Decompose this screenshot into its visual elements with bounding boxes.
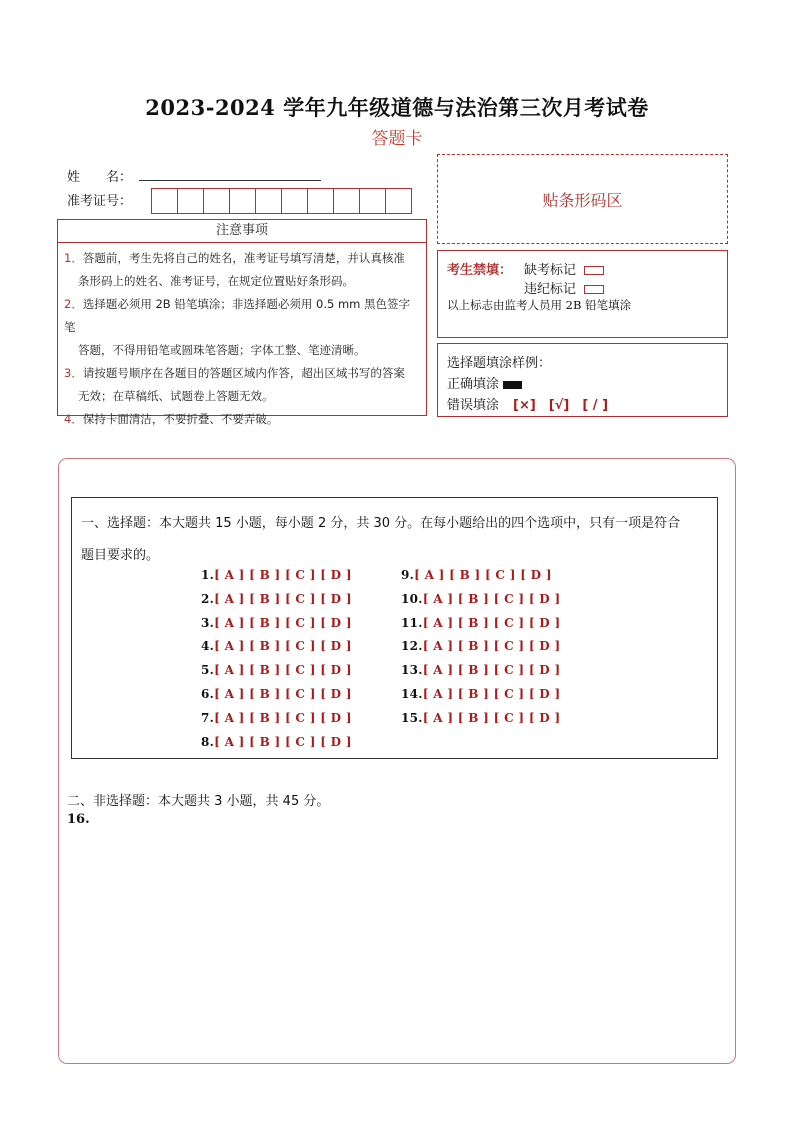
notice-item (64, 362, 420, 385)
violation-mark-box[interactable] (584, 285, 604, 294)
answer-options[interactable]: [ A ] [ B ] [ C ] [ D ] (214, 686, 352, 701)
answer-options[interactable]: [ A ] [ B ] [ C ] [ D ] (214, 615, 352, 630)
wrong-fill-marks: [×] [√] [ / ] (513, 398, 609, 413)
question-16-answer-area[interactable] (67, 836, 727, 1056)
question-number: 4. (201, 639, 215, 654)
question-number: 6. (201, 686, 215, 701)
notice-list (57, 242, 427, 426)
question-row[interactable] (201, 568, 352, 592)
answer-options[interactable]: [ A ] [ B ] [ C ] [ D ] (214, 568, 352, 582)
question-number: 5. (201, 663, 215, 678)
question-row[interactable] (401, 663, 560, 687)
notice-item (64, 408, 420, 431)
question-number: 15. (401, 710, 423, 725)
notice-number: 2． (64, 297, 83, 311)
answer-options[interactable]: [ A ] [ B ] [ C ] [ D ] (414, 568, 552, 582)
id-box[interactable] (151, 188, 178, 214)
question-row[interactable] (401, 687, 560, 711)
answer-options[interactable]: [ A ] [ B ] [ C ] [ D ] (214, 591, 352, 606)
answer-options[interactable]: [ A ] [ B ] [ C ] [ D ] (422, 591, 561, 606)
page-title: 2023-2024 学年九年级道德与法治第三次月考试卷 (145, 95, 649, 120)
exam-status-label: 考生禁填： (447, 263, 513, 278)
exam-status-note: 以上标志由监考人员用 2B 铅笔填涂 (447, 298, 632, 312)
wrong-fill-label: 错误填涂 (447, 398, 500, 413)
choice-column-left (201, 568, 352, 758)
question-row[interactable] (201, 616, 352, 640)
question-row[interactable] (401, 711, 560, 735)
barcode-area: 贴条形码区 (437, 154, 728, 244)
name-label: 姓 名： (67, 170, 133, 185)
absent-label: 缺考标记 (524, 263, 577, 278)
question-number: 11. (401, 615, 423, 630)
answer-options[interactable]: [ A ] [ B ] [ C ] [ D ] (214, 639, 352, 654)
id-box[interactable] (255, 188, 282, 214)
id-box[interactable] (307, 188, 334, 214)
id-boxes (152, 188, 412, 214)
question-row[interactable] (201, 639, 352, 663)
id-box[interactable] (359, 188, 386, 214)
answer-options[interactable]: [ A ] [ B ] [ C ] [ D ] (422, 639, 561, 654)
correct-fill-label: 正确填涂 (447, 377, 500, 392)
answer-options[interactable]: [ A ] [ B ] [ C ] [ D ] (422, 686, 561, 701)
question-row[interactable] (201, 735, 352, 759)
notice-text: 答题，不得用铅笔或圆珠笔答题；字体工整、笔迹清晰。 (78, 343, 366, 357)
page-subtitle: 答题卡 (371, 129, 423, 149)
fill-example-title: 选择题填涂样例： (447, 356, 552, 371)
answer-options[interactable]: [ A ] [ B ] [ C ] [ D ] (422, 663, 561, 678)
answer-options[interactable]: [ A ] [ B ] [ C ] [ D ] (422, 710, 561, 725)
notice-text: 条形码上的姓名、准考证号，在规定位置贴好条形码。 (78, 274, 354, 288)
question-16-label: 16. (67, 812, 90, 827)
notice-text: 答题前，考生先将自己的姓名，准考证号填写清楚，并认真核准 (82, 251, 405, 265)
question-number: 3. (201, 615, 215, 630)
fill-example-box (437, 343, 728, 417)
question-row[interactable] (201, 592, 352, 616)
name-field[interactable] (139, 180, 321, 181)
question-number: 8. (201, 734, 215, 749)
notice-number: 3． (64, 366, 83, 380)
exam-status-box (437, 250, 728, 338)
question-number: 7. (201, 710, 215, 725)
question-number: 14. (401, 686, 423, 701)
question-row[interactable] (201, 687, 352, 711)
question-number: 13. (401, 663, 423, 678)
question-row[interactable] (401, 568, 560, 592)
choice-title-line1: 一、选择题：本大题共 15 小题，每小题 2 分，共 30 分。在每小题给出的四个选项中，只有一项是符合 (81, 516, 681, 531)
id-box[interactable] (229, 188, 256, 214)
answer-options[interactable]: [ A ] [ B ] [ C ] [ D ] (214, 710, 352, 725)
question-row[interactable] (201, 663, 352, 687)
choice-column-right (401, 568, 560, 735)
filled-mark-icon (503, 381, 522, 389)
id-label: 准考证号： (67, 194, 133, 209)
question-row[interactable] (401, 616, 560, 640)
violation-label: 违纪标记 (524, 282, 577, 297)
notice-text: 请按题号顺序在各题目的答题区域内作答，超出区域书写的答案 (82, 366, 405, 380)
id-box[interactable] (281, 188, 308, 214)
nonchoice-section-title: 二、非选择题：本大题共 3 小题，共 45 分。 (67, 794, 330, 809)
id-box[interactable] (385, 188, 412, 214)
absent-mark-box[interactable] (584, 266, 604, 275)
question-row[interactable] (401, 639, 560, 663)
notice-title: 注意事项 (57, 219, 427, 243)
id-box[interactable] (333, 188, 360, 214)
question-number: 2. (201, 591, 215, 606)
notice-text: 保持卡面清洁，不要折叠、不要弄破。 (82, 412, 279, 426)
notice-item (64, 293, 420, 339)
notice-number: 4． (64, 412, 83, 426)
notice-number: 1． (64, 251, 83, 265)
question-number: 1. (201, 568, 215, 582)
choice-section-title (81, 508, 711, 572)
id-box[interactable] (203, 188, 230, 214)
question-number: 12. (401, 639, 423, 654)
notice-text: 选择题必须用 2B 铅笔填涂；非选择题必须用 0.5 mm 黑色签字笔 (64, 297, 411, 334)
choice-title-line2: 题目要求的。 (81, 548, 160, 563)
notice-item (64, 247, 420, 270)
answer-options[interactable]: [ A ] [ B ] [ C ] [ D ] (214, 663, 352, 678)
question-number: 10. (401, 591, 423, 606)
question-row[interactable] (201, 711, 352, 735)
id-box[interactable] (177, 188, 204, 214)
notice-text: 无效；在草稿纸、试题卷上答题无效。 (78, 389, 274, 403)
question-number: 9. (401, 568, 415, 582)
question-row[interactable] (401, 592, 560, 616)
answer-options[interactable]: [ A ] [ B ] [ C ] [ D ] (422, 615, 561, 630)
answer-options[interactable]: [ A ] [ B ] [ C ] [ D ] (214, 734, 352, 749)
